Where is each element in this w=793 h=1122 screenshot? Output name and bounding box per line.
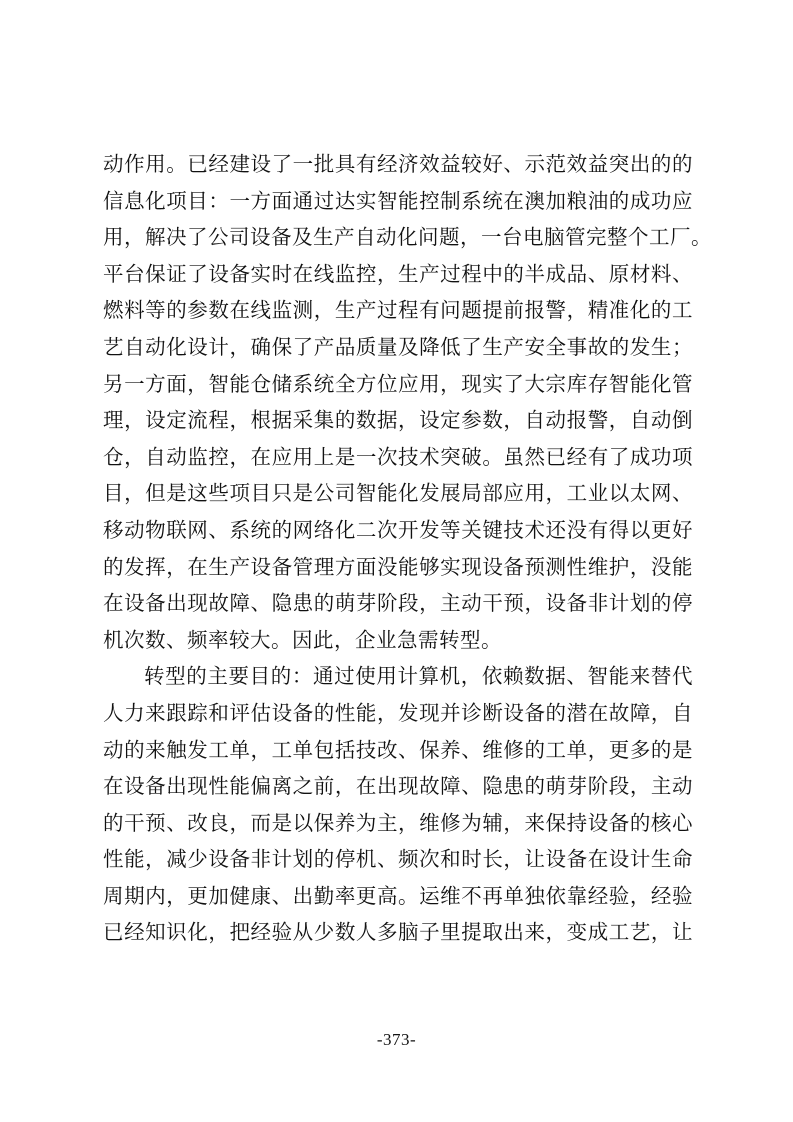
paragraph-2 [103,658,693,951]
text-line: 另一方面，智能仓储系统全方位应用，现实了大宗库存智能化管 [103,371,693,396]
text-line: 平台保证了设备实时在线监控，生产过程中的半成品、原材料、 [103,261,693,286]
text-line: 性能，减少设备非计划的停机、频次和时长，让设备在设计生命 [103,847,693,872]
text-line: 机次数、频率较大。因此，企业急需转型。 [103,627,502,652]
text-line: 的干预、改良，而是以保养为主，维修为辅，来保持设备的核心 [103,810,693,835]
text-line: 移动物联网、系统的网络化二次开发等关键技术还没有得以更好 [103,517,693,542]
text-line: 在设备出现故障、隐患的萌芽阶段，主动干预，设备非计划的停 [103,591,693,616]
text-line: 动作用。已经建设了一批具有经济效益较好、示范效益突出的的 [103,152,693,176]
text-line: 周期内，更加健康、出勤率更高。运维不再单独依靠经验，经验 [103,883,693,908]
text-line: 用，解决了公司设备及生产自动化问题，一台电脑管完整个工厂。 [103,225,712,250]
text-line: 信息化项目：一方面通过达实智能控制系统在澳加粮油的成功应 [103,188,693,213]
text-line: 艺自动化设计，确保了产品质量及降低了生产安全事故的发生； [103,334,693,359]
text-line: 人力来跟踪和评估设备的性能，发现并诊断设备的潜在故障，自 [103,700,693,725]
text-line: 目，但是这些项目只是公司智能化发展局部应用，工业以太网、 [103,481,693,506]
text-line: 理，设定流程，根据采集的数据，设定参数，自动报警，自动倒 [103,408,693,433]
body-text [103,146,712,951]
paragraph-1 [103,146,712,658]
text-line: 动的来触发工单，工单包括技改、保养、维修的工单，更多的是 [103,737,693,762]
text-line: 转型的主要目的：通过使用计算机，依赖数据、智能来替代 [144,664,693,689]
text-line: 的发挥，在生产设备管理方面没能够实现设备预测性维护，没能 [103,554,693,579]
text-line: 仓，自动监控，在应用上是一次技术突破。虽然已经有了成功项 [103,444,693,469]
text-line: 在设备出现性能偏离之前，在出现故障、隐患的萌芽阶段，主动 [103,774,693,799]
text-line: 已经知识化，把经验从少数人多脑子里提取出来，变成工艺，让 [103,920,693,945]
text-line: 燃料等的参数在线监测，生产过程有问题提前报警，精准化的工 [103,298,693,323]
page-number: -373- [376,1030,417,1049]
